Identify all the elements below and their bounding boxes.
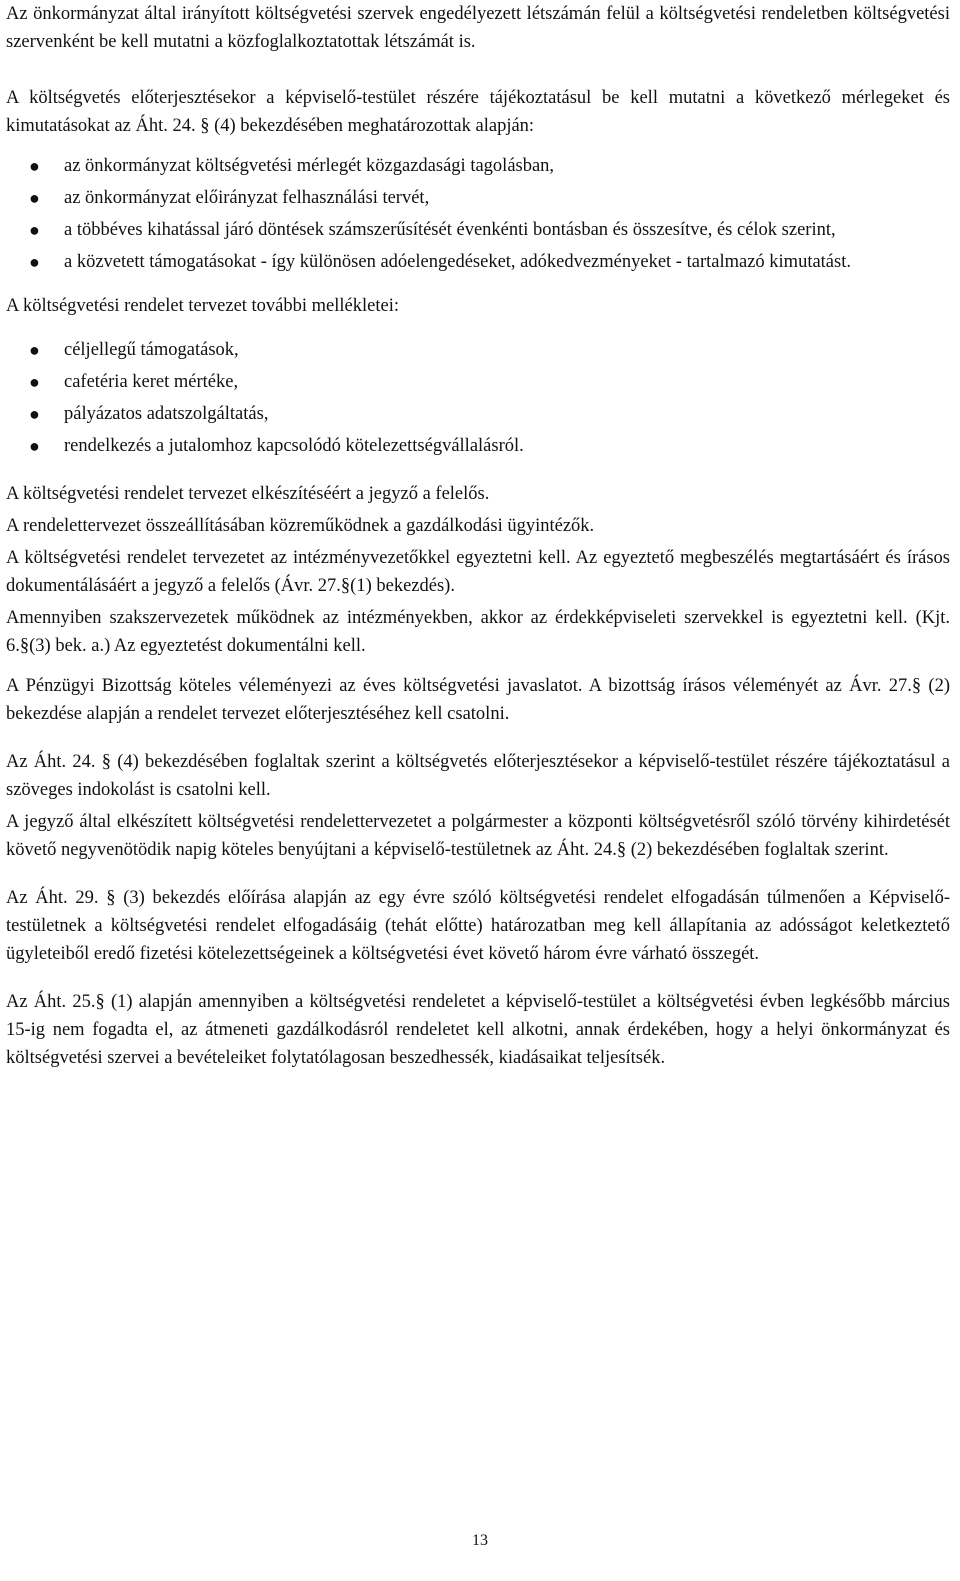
intro-paragraph: Az önkormányzat által irányított költségvetési szervek engedélyezett létszámán felül a költségvetési rendeletben költségvetési szervenként be kell mutatni a közfoglalkoztatottak létszámát is.	[6, 4, 950, 52]
text-justification-paragraph: Az Áht. 24. § (4) bekezdésében foglaltak szerint a költségvetés előterjesztésekor a képviselő-testület részére tájékoztatásul a szöveges indokolást is csatolni kell.	[6, 752, 950, 800]
list-item: ● pályázatos adatszolgáltatás,	[6, 400, 950, 428]
bullet-icon: ●	[29, 372, 40, 392]
required-reports-list	[6, 152, 950, 276]
mandatory-reports-paragraph: A költségvetés előterjesztésekor a képviselő-testület részére tájékoztatásul be kell mutatni a következő mérlegeket és kimutatásokat az Áht. 24. § (4) bekezdésében meghatározottak alapján:	[6, 88, 950, 136]
bullet-icon: ●	[29, 404, 40, 424]
bullet-icon: ●	[29, 436, 40, 456]
unions-paragraph: Amennyiben szakszervezetek működnek az intézményekben, akkor az érdekképviseleti szervekkel is egyeztetni kell. (Kjt. 6.§(3) bek. a.) Az egyeztetést dokumentálni kell.	[6, 608, 950, 656]
list-item: ● az önkormányzat előirányzat felhasználási tervét,	[6, 184, 950, 212]
bullet-icon: ●	[29, 252, 40, 272]
contributors-paragraph: A rendelettervezet összeállításában közreműködnek a gazdálkodási ügyintézők.	[6, 516, 595, 536]
bullet-icon: ●	[29, 220, 40, 240]
submission-deadline-paragraph: A jegyző által elkészített költségvetési rendelettervezetet a polgármester a központi költségvetésről szóló törvény kihirdetését követő negyvenötödik napig köteles benyújtani a képviselő-testületnek az Áht. 24.§ (2) bekezdésében foglaltak szerint.	[6, 812, 950, 860]
list-item: ● rendelkezés a jutalomhoz kapcsolódó kötelezettségvállalásról.	[6, 432, 950, 460]
list-item: ● céljellegű támogatások,	[6, 336, 950, 364]
finance-committee-paragraph: A Pénzügyi Bizottság köteles véleményezi az éves költségvetési javaslatot. A bizottság írásos véleményét az Ávr. 27.§ (2) bekezdése alapján a rendelet tervezet előterjesztéséhez kell csatolni.	[6, 676, 950, 724]
debt-obligations-paragraph: Az Áht. 29. § (3) bekezdés előírása alapján az egy évre szóló költségvetési rendelet elfogadásán túlmenően a Képviselő-testületnek a költségvetési rendelet elfogadásáig (tehát előtte) határozatban meg kell állapítania az adósságot keletkeztető ügyleteiből eredő fizetési kötelezettségeinek a költségvetési évet követő három évre várható összegét.	[6, 888, 950, 964]
coordination-paragraph: A költségvetési rendelet tervezetet az intézményvezetőkkel egyeztetni kell. Az egyeztető megbeszélés megtartásáért és írásos dokumentálásáért a jegyző a felelős (Ávr. 27.§(1) bekezdés).	[6, 548, 950, 596]
list-item: ● az önkormányzat költségvetési mérlegét közgazdasági tagolásban,	[6, 152, 950, 180]
annex-intro-paragraph: A költségvetési rendelet tervezet további mellékletei:	[6, 296, 399, 316]
annex-list	[6, 336, 950, 460]
list-item: ● cafetéria keret mértéke,	[6, 368, 950, 396]
list-item: ● a közvetett támogatásokat - így különösen adóelengedéseket, adókedvezményeket - tartalmazó kimutatást.	[6, 248, 950, 276]
bullet-icon: ●	[29, 156, 40, 176]
list-item: ● a többéves kihatással járó döntések számszerűsítését évenkénti bontásban és összesítve, és célok szerint,	[6, 216, 950, 244]
bullet-icon: ●	[29, 340, 40, 360]
bullet-icon: ●	[29, 188, 40, 208]
document-page	[6, 0, 950, 1072]
page-number: 13	[472, 1532, 488, 1549]
responsible-notary-paragraph: A költségvetési rendelet tervezet elkészítéséért a jegyző a felelős.	[6, 484, 490, 504]
interim-regulation-paragraph: Az Áht. 25.§ (1) alapján amennyiben a költségvetési rendeletet a képviselő-testület a költségvetési évben legkésőbb március 15-ig nem fogadta el, az átmeneti gazdálkodásról rendeletet kell alkotni, annak érdekében, hogy a helyi önkormányzat és költségvetési szervei a bevételeiket folytatólagosan beszedhessék, kiadásaikat teljesítsék.	[6, 992, 950, 1068]
